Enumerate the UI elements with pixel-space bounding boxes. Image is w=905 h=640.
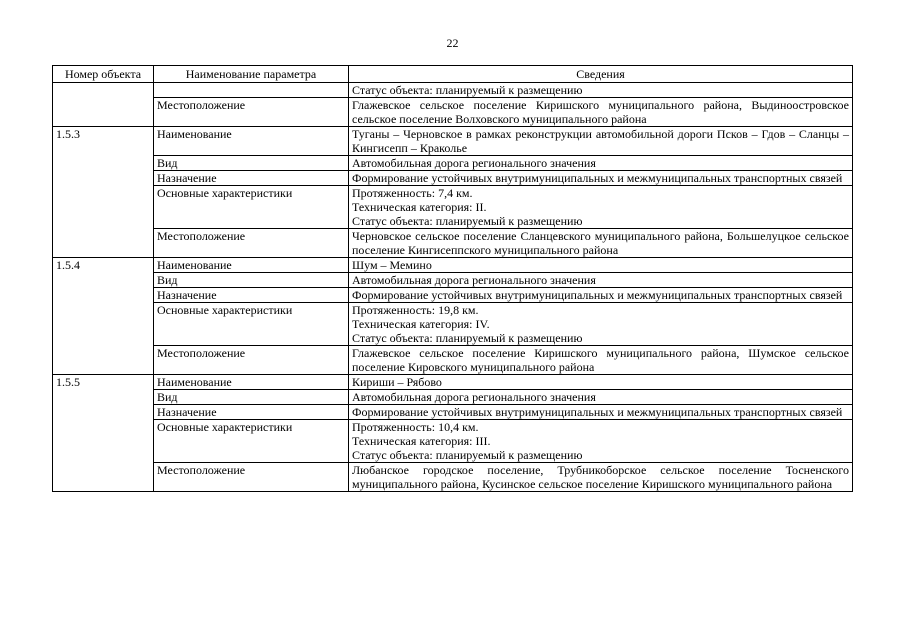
status-cell: Статус объекта: планируемый к размещению — [349, 83, 853, 98]
parameter-location-label: Местоположение — [154, 463, 349, 492]
parameter-type-label: Вид — [154, 156, 349, 171]
header-details: Сведения — [349, 66, 853, 83]
object-number: 1.5.3 — [53, 127, 154, 258]
purpose-value: Формирование устойчивых внутримуниципальных и межмуниципальных транспортных связей — [349, 405, 853, 420]
characteristics-value — [349, 420, 853, 463]
length-text: Протяженность: 19,8 км. — [352, 303, 479, 317]
table-row — [53, 405, 853, 420]
parameter-characteristics-label: Основные характеристики — [154, 420, 349, 463]
table-row — [53, 273, 853, 288]
table-row — [53, 186, 853, 229]
parameter-characteristics-label: Основные характеристики — [154, 186, 349, 229]
parameter-type-label: Вид — [154, 273, 349, 288]
parameter-characteristics-label: Основные характеристики — [154, 303, 349, 346]
page-number: 22 — [446, 36, 459, 50]
characteristics-value — [349, 303, 853, 346]
parameter-name-label: Наименование — [154, 258, 349, 273]
parameter-name-label: Наименование — [154, 375, 349, 390]
status-text: Статус объекта: планируемый к размещению — [352, 448, 583, 462]
parameter-purpose-label: Назначение — [154, 405, 349, 420]
parameter-purpose-label: Назначение — [154, 288, 349, 303]
name-value: Туганы – Черновское в рамках реконструкции автомобильной дороги Псков – Гдов – Сланцы – Кингисепп – Краколье — [349, 127, 853, 156]
category-text: Техническая категория: II. — [352, 200, 487, 214]
table-row — [53, 83, 853, 98]
parameter-location-label: Местоположение — [154, 229, 349, 258]
table-row — [53, 390, 853, 405]
status-text: Статус объекта: планируемый к размещению — [352, 331, 583, 345]
table-row — [53, 463, 853, 492]
parameter-location-label: Местоположение — [154, 98, 349, 127]
location-value: Глажевское сельское поселение Киришского муниципального района, Выдиноостровское сельское поселение Волховского муниципального района — [349, 98, 853, 127]
header-parameter: Наименование параметра — [154, 66, 349, 83]
table-row — [53, 346, 853, 375]
parameter-type-label: Вид — [154, 390, 349, 405]
name-value: Кириши – Рябово — [349, 375, 853, 390]
type-value: Автомобильная дорога регионального значения — [349, 273, 853, 288]
parameter-name-label: Наименование — [154, 127, 349, 156]
purpose-value: Формирование устойчивых внутримуниципальных и межмуниципальных транспортных связей — [349, 288, 853, 303]
table-row — [53, 156, 853, 171]
objects-table — [52, 65, 853, 492]
characteristics-value — [349, 186, 853, 229]
table-header-row — [53, 66, 853, 83]
location-value: Любанское городское поселение, Трубникоборское сельское поселение Тосненского муниципального района, Кусинское сельское поселение Киришского муниципального района — [349, 463, 853, 492]
table-row — [53, 288, 853, 303]
table-row — [53, 171, 853, 186]
category-text: Техническая категория: III. — [352, 434, 491, 448]
parameter-location-label: Местоположение — [154, 346, 349, 375]
table-row — [53, 127, 853, 156]
status-text: Статус объекта: планируемый к размещению — [352, 214, 583, 228]
location-value: Черновское сельское поселение Сланцевского муниципального района, Большелуцкое сельское поселение Кингисеппского муниципального района — [349, 229, 853, 258]
length-text: Протяженность: 10,4 км. — [352, 420, 479, 434]
table-row — [53, 420, 853, 463]
table-row — [53, 303, 853, 346]
name-value: Шум – Мемино — [349, 258, 853, 273]
type-value: Автомобильная дорога регионального значения — [349, 156, 853, 171]
length-text: Протяженность: 7,4 км. — [352, 186, 473, 200]
table-row — [53, 98, 853, 127]
table-row — [53, 229, 853, 258]
parameter-purpose-label: Назначение — [154, 171, 349, 186]
category-text: Техническая категория: IV. — [352, 317, 490, 331]
header-object-number: Номер объекта — [53, 66, 154, 83]
object-number-cell — [53, 83, 154, 127]
object-number: 1.5.4 — [53, 258, 154, 375]
location-value: Глажевское сельское поселение Киришского муниципального района, Шумское сельское поселение Кировского муниципального района — [349, 346, 853, 375]
table-row — [53, 258, 853, 273]
parameter-cell — [154, 83, 349, 98]
type-value: Автомобильная дорога регионального значения — [349, 390, 853, 405]
table-row — [53, 375, 853, 390]
purpose-value: Формирование устойчивых внутримуниципальных и межмуниципальных транспортных связей — [349, 171, 853, 186]
object-number: 1.5.5 — [53, 375, 154, 492]
